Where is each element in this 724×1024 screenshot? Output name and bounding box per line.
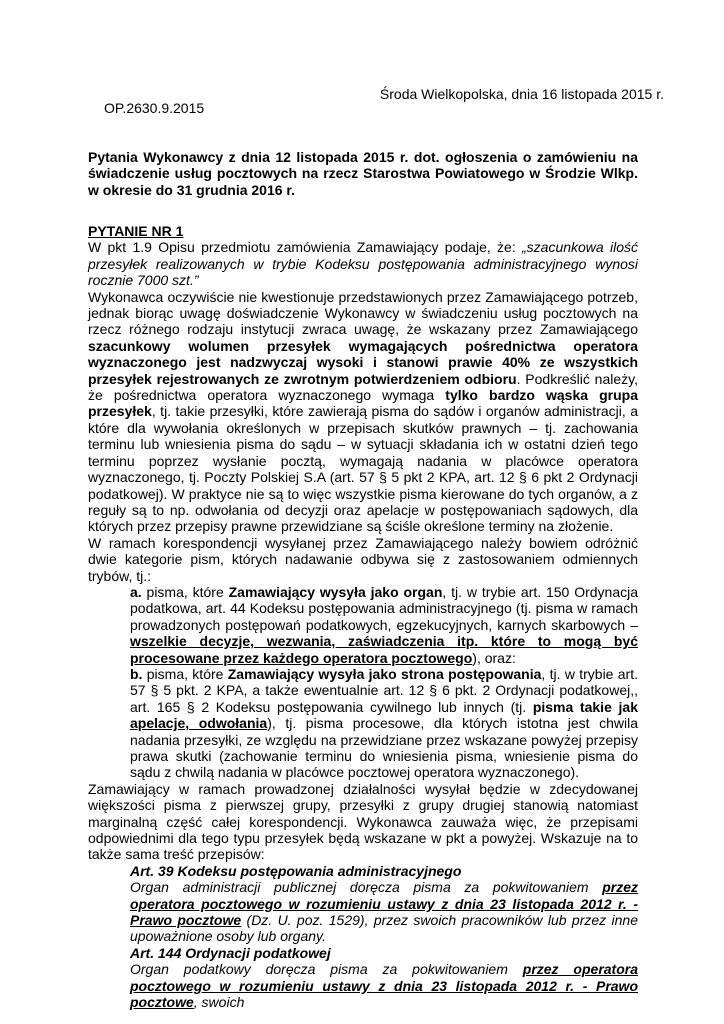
art144-text-2: , swoich	[193, 994, 245, 1011]
item-b-text-2: , tj. w trybie art. 57 § 5 pkt. 2 KPA, a także ewentualnie art. 12 § 6 pkt. 2 Ordynacji podatkowej,, art. 165 § 2 Kodeksu postępowania cywilnego lub innych (tj.	[130, 665, 638, 715]
art39-text-1: Organ administracji publicznej doręcza pisma za pokwitowaniem	[130, 879, 603, 896]
p1-text: W pkt 1.9 Opisu przedmiotu zamówienia Zamawiający podaje, że:	[88, 239, 522, 256]
item-a-bold: Zamawiający wysyła jako organ	[228, 583, 443, 600]
paragraph-2	[88, 289, 638, 535]
item-a-label: a.	[130, 583, 142, 600]
paragraph-1	[88, 239, 638, 288]
list-item-b	[130, 666, 638, 781]
art39-text	[130, 879, 638, 945]
art144-bold-underline: przez operatora pocztowego w rozumieniu ustawy z dnia 23 listopada 2012 r. - Prawo pocztowe	[130, 961, 639, 1011]
item-a-text-2: , tj. w trybie art. 150 Ordynacja podatkowa, art. 44 Kodeksu postępowania administracyjnego (tj. pisma w ramach prowadzonych postępowań podatkowych, egzekucyjnych, karnych skarbowych –	[130, 583, 638, 633]
item-b-bold-2: pisma takie jak	[532, 698, 638, 715]
p2-bold-2: tylko bardzo wąska grupa przesyłek	[88, 387, 638, 420]
art39-heading-text: Art. 39 Kodeksu postępowania administracyjnego	[130, 862, 462, 879]
p2-text-c: . Podkreślić należy, że pośrednictwa operatora wyznaczonego wymaga	[88, 370, 638, 404]
paragraph-4: Zamawiający w ramach prowadzonej działalności wysyłał będzie w zdecydowanej większości pisma z pierwszej grupy, przesyłki z grupy drugiej stanowią natomiast marginalną część całej korespondencji. Wykonawca zauważa więc, że przepisami odpowiednimi dla tego typu przesyłek będą wskazane w pkt a powyżej. Wskazuje na to także sama treść przepisów:	[88, 780, 638, 863]
item-a-text-1: pisma, które	[141, 583, 229, 600]
item-b-label: b.	[130, 665, 143, 682]
reference-number: OP.2630.9.2015	[104, 100, 205, 116]
art144-text-1: Organ podatkowy doręcza pisma za pokwitowaniem	[130, 961, 523, 978]
section-heading: PYTANIE NR 1	[88, 223, 184, 239]
document-body	[88, 223, 638, 1011]
date-line: Środa Wielkopolska, dnia 16 listopada 2015 r.	[379, 86, 664, 102]
paragraph-3: W ramach korespondencji wysyłanej przez Zamawiającego należy bowiem odróżnić dwie kategorie pism, których nadawanie odbywa się z zastosowaniem odmiennych trybów, tj.:	[88, 534, 638, 584]
art144-text	[130, 961, 638, 1010]
art39-heading	[130, 863, 638, 879]
art39-bold-underline: przez operatora pocztowego w rozumieniu ustawy z dnia 23 listopada 2012 r. - Prawo pocztowe	[130, 879, 638, 929]
item-b-text-1: pisma, które	[142, 665, 228, 682]
list-item-a	[130, 584, 638, 666]
item-b-bold-underline: apelacje, odwołania	[130, 715, 268, 732]
item-a-bold-underline: wszelkie decyzje, wezwania, zaświadczenia itp. które to mogą być procesowane przez każdego operatora pocztowego	[130, 633, 638, 666]
item-b-text-3: ), tj. pisma procesowe, dla których istotna jest chwila nadania przesyłki, ze względu na przewidziane przez wskazane powyżej przepisy prawa skutki (zachowanie terminu do wniesienia pisma, wniesienie pisma do sądu z chwilą nadania w placówce pocztowej operatora wyznaczonego).	[130, 715, 638, 781]
art144-heading	[130, 945, 638, 961]
p2-bold-1: szacunkowy wolumen przesyłek wymagających pośrednictwa operatora wyznaczonego jest nadzwyczaj wysoki i stanowi prawie 40% ze wszystkich przesyłek rejestrowanych ze zwrotnym potwierdzeniem odbioru	[88, 337, 638, 387]
art39-text-2: (Dz. U. poz. 1529), przez swoich pracowników lub przez inne upoważnione osoby lub organy.	[130, 912, 638, 945]
p2-text-a: Wykonawca oczywiście nie kwestionuje przedstawionych przez Zamawiającego potrzeb, jednak biorąc uwagę doświadczenie Wykonawcy w świadczeniu usług pocztowych na rzecz różnego rodzaju instytucji zwraca uwagę, że wskazany przez Zamawiającego	[88, 288, 638, 338]
p2-text-d: , tj. takie przesyłki, które zawierają pisma do sądów i organów administracji, a które dla wywołania określonych w przepisach skutków prawnych – tj. zachowania terminu lub wniesienia pisma do sądu – w sytuacji składania ich w ostatni dzień tego terminu poprzez wysłanie pocztą, wymagają nadania w placówce operatora wyznaczonego, tj. Poczty Polskiej S.A (art. 57 § 5 pkt 2 KPA, art. 12 § 6 pkt 2 Ordynacji podatkowej). W praktyce nie są to więc wszystkie pisma kierowane do tych organów, a z reguły są to np. odwołania od decyzji oraz apelacje w postępowaniach sądowych, dla których przez przepisy prawne przewidziane są ściśle określone terminy na złożenie.	[88, 403, 638, 535]
art144-heading-text: Art. 144 Ordynacji podatkowej	[130, 944, 331, 961]
p1-quote: „szacunkowa ilość przesyłek realizowanych w trybie Kodeksu postępowania administracyjnego wynosi rocznie 7000 szt.”	[88, 239, 638, 289]
document-title: Pytania Wykonawcy z dnia 12 listopada 2015 r. dot. ogłoszenia o zamówieniu na świadczenie usług pocztowych na rzecz Starostwa Powiatowego w Środzie Wlkp. w okresie do 31 grudnia 2016 r.	[88, 149, 638, 198]
item-a-text-3: ), oraz:	[472, 649, 516, 666]
item-b-bold: Zamawiający wysyła jako strona postępowania	[227, 665, 542, 682]
